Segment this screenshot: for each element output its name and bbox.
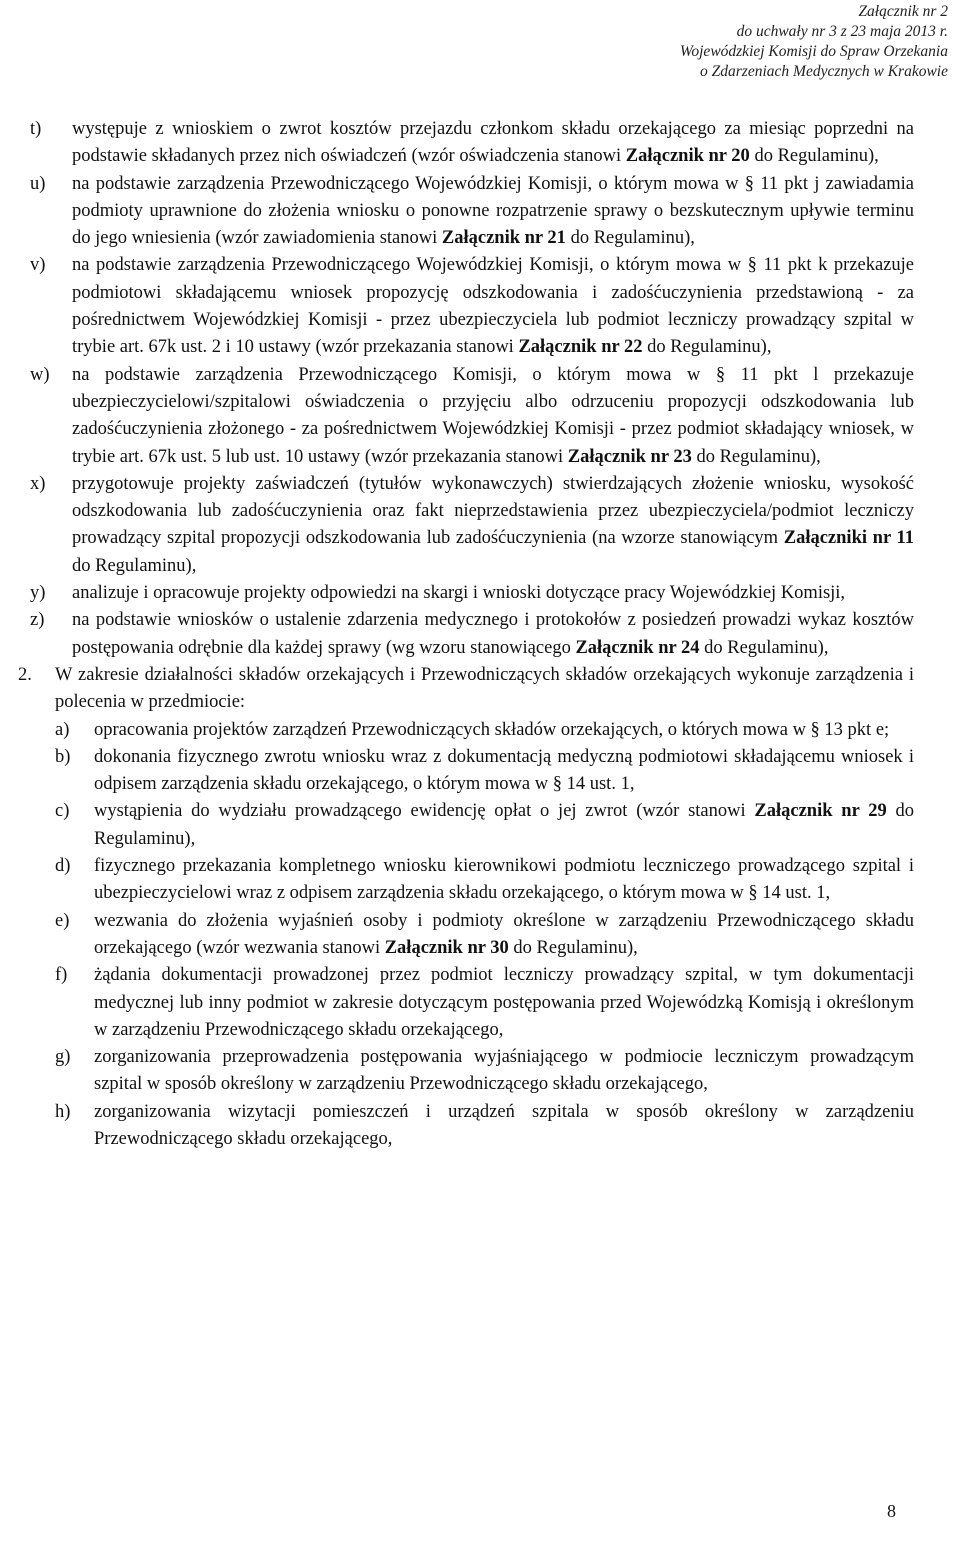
list-item-label: f) <box>55 965 68 986</box>
list-item-text-main: dokonania fizycznego zwrotu wniosku wraz z dokumentacją medyczną podmiotowi składającemu wniosek i odpisem zarządzenia składu orzekającego, o którym mowa w § 14 ust. 1, <box>94 746 914 795</box>
list-item-label: z) <box>30 610 45 631</box>
annex-reference: Załącznik nr 24 <box>575 637 700 658</box>
annex-reference: Załącznik nr 23 <box>567 446 692 467</box>
list-item <box>30 116 914 171</box>
list-item-text <box>72 252 914 361</box>
section-2-list <box>55 717 914 1154</box>
list-item-label: h) <box>55 1101 71 1122</box>
list-item <box>55 908 914 963</box>
list-item-text <box>72 580 914 607</box>
list-item <box>30 471 914 580</box>
list-item-text <box>72 607 914 662</box>
list-item <box>30 252 914 361</box>
list-item-text <box>72 116 914 171</box>
list-item-label: a) <box>55 719 70 740</box>
list-item-label: t) <box>30 119 42 139</box>
duties-list <box>30 116 914 662</box>
list-item-text-main: na podstawie wniosków o ustalenie zdarzenia medycznego i protokołów z posiedzeń prowadzi wykaz kosztów postępowania odrębnie dla każdej sprawy (wg wzoru stanowiącego <box>72 610 914 658</box>
list-item-text-main: wezwania do złożenia wyjaśnień osoby i podmioty określone w zarządzeniu Przewodniczącego składu orzekającego (wzór wezwania stanowi <box>94 910 914 958</box>
section-2-number: 2. <box>18 664 32 685</box>
list-item-label: y) <box>30 583 46 604</box>
list-item-text <box>94 717 914 744</box>
list-item-text-tail: do Regulaminu), <box>642 337 772 358</box>
list-item <box>30 607 914 662</box>
list-item-label: x) <box>30 473 46 494</box>
list-item-text <box>72 362 914 471</box>
list-item-text-main: przygotowuje projekty zaświadczeń (tytułów wykonawczych) stwierdzających złożenie wniosku, wysokość odszkodowania lub zadośćuczynienia oraz fakt nieprzedstawienia przez ubezpieczyciela/podmiot leczniczy prowadzący szpital propozycji odszkodowania lub zadośćuczynienia (na wzorze stanowiącym <box>72 473 914 549</box>
list-item <box>30 171 914 253</box>
list-item <box>55 1044 914 1099</box>
list-item-text-main: wystąpienia do wydziału prowadzącego ewidencję opłat o jej zwrot (wzór stanowi <box>94 801 755 822</box>
list-item-text-main: fizycznego przekazania kompletnego wniosku kierownikowi podmiotu leczniczego prowadzącego szpital i ubezpieczycielowi wraz z odpisem zarządzenia składu orzekającego, o którym mowa w § 14 ust. 1, <box>94 856 914 904</box>
section-2-intro: W zakresie działalności składów orzekających i Przewodniczących składów orzekających wykonuje zarządzenia i polecenia w przedmiocie: <box>55 664 914 713</box>
list-item-text-tail: do Regulaminu), <box>749 146 879 167</box>
list-item <box>55 798 914 853</box>
document-header <box>680 2 948 82</box>
list-item-text-tail: do Regulaminu), <box>72 555 197 576</box>
list-item-text-main: na podstawie zarządzenia Przewodniczącego Wojewódzkiej Komisji, o którym mowa w § 11 pkt k przekazuje podmiotowi składającemu wniosek propozycję odszkodowania i zadośćuczynienia przedstawioną - za pośrednictwem Wojewódzkiej Komisji - przez ubezpieczyciela lub podmiot leczniczy prowadzący szpital w trybie art. 67k ust. 2 i 10 ustawy (wzór przekazania stanowi <box>72 255 914 358</box>
list-item-label: v) <box>30 255 46 276</box>
header-line-commission: Wojewódzkiej Komisji do Spraw Orzekania <box>679 43 948 60</box>
list-item-text-main: występuje z wnioskiem o zwrot kosztów przejazdu członkom składu orzekającego za miesiąc poprzedni na podstawie składanych przez nich oświadczeń (wzór oświadczenia stanowi <box>72 119 914 167</box>
document-body <box>18 116 915 1153</box>
list-item <box>55 962 914 1044</box>
annex-reference: Załącznik nr 30 <box>384 937 509 958</box>
list-item <box>30 580 914 607</box>
list-item-label: e) <box>55 910 70 931</box>
list-item-text <box>94 798 914 853</box>
list-item-text-main: zorganizowania przeprowadzenia postępowania wyjaśniającego w podmiocie leczniczym prowadzącym szpital w sposób określony w zarządzeniu Przewodniczącego składu orzekającego, <box>94 1047 914 1095</box>
list-item-label: u) <box>30 173 46 194</box>
section-2 <box>18 662 914 1153</box>
list-item-text <box>94 744 914 799</box>
list-item-text-main: zorganizowania wizytacji pomieszczeń i urządzeń szpitala w sposób określony w zarządzeniu Przewodniczącego składu orzekającego, <box>94 1101 914 1149</box>
list-item-text-main: na podstawie zarządzenia Przewodniczącego Wojewódzkiej Komisji, o którym mowa w § 11 pkt j zawiadamia podmioty uprawnione do złożenia wniosku o ponowne rozpatrzenie sprawy o bezskutecznym upływie terminu do jego wniesienia (wzór zawiadomienia stanowi <box>72 173 914 249</box>
list-item-label: d) <box>55 856 71 877</box>
list-item <box>30 362 914 471</box>
list-item <box>55 853 914 908</box>
list-item-text <box>94 1044 914 1099</box>
list-item-label: c) <box>55 801 70 822</box>
list-item <box>55 744 914 799</box>
annex-reference: Załącznik nr 29 <box>754 801 887 822</box>
list-item-text-tail: do Regulaminu), <box>691 446 821 467</box>
page-number: 8 <box>887 1501 896 1521</box>
annex-reference: Załączniki nr 11 <box>783 528 915 549</box>
list-item-text <box>72 471 914 580</box>
header-line-annex: Załącznik nr 2 <box>858 3 948 20</box>
list-item-label: b) <box>55 746 71 767</box>
list-item-text-main: na podstawie zarządzenia Przewodniczącego Komisji, o którym mowa w § 11 pkt l przekazuje ubezpieczycielowi/szpitalowi oświadczenia o przyjęciu albo odrzuceniu propozycji odszkodowania lub zadośćuczynienia złożonego - za pośrednictwem Wojewódzkiej Komisji - przez podmiot składający wniosek, w trybie art. 67k ust. 5 lub ust. 10 ustawy (wzór przekazania stanowi <box>72 364 914 467</box>
list-item-text-main: opracowania projektów zarządzeń Przewodniczących składów orzekających, o których mowa w § 13 pkt e; <box>94 719 890 740</box>
header-line-location: o Zdarzeniach Medycznych w Krakowie <box>700 63 948 80</box>
list-item <box>55 1099 914 1154</box>
list-item-text-tail: do Regulaminu), <box>565 228 695 249</box>
annex-reference: Załącznik nr 20 <box>625 146 750 167</box>
list-item-text <box>94 853 914 908</box>
annex-reference: Załącznik nr 21 <box>441 228 566 249</box>
list-item-text-tail: do Regulaminu), <box>94 801 914 849</box>
header-line-resolution: do uchwały nr 3 z 23 maja 2013 r. <box>736 23 948 40</box>
list-item-text-tail: do Regulaminu), <box>699 637 829 658</box>
annex-reference: Załącznik nr 22 <box>518 337 643 358</box>
list-item-label: g) <box>55 1047 71 1068</box>
list-item-text <box>94 908 914 963</box>
list-item-text <box>94 1099 914 1154</box>
list-item-text <box>72 171 914 253</box>
list-item-text-main: analizuje i opracowuje projekty odpowiedzi na skargi i wnioski dotyczące pracy Wojewódzkiej Komisji, <box>72 583 846 604</box>
list-item-text-tail: do Regulaminu), <box>508 937 638 958</box>
list-item-text-main: żądania dokumentacji prowadzonej przez podmiot leczniczy prowadzący szpital, w tym dokumentacji medycznej lub inny podmiot w zakresie dotyczącym postępowania przed Wojewódzką Komisją i określonym w zarządzeniu Przewodniczącego składu orzekającego, <box>94 965 914 1040</box>
list-item-label: w) <box>30 364 50 385</box>
list-item-text <box>94 962 914 1044</box>
list-item <box>55 717 914 744</box>
